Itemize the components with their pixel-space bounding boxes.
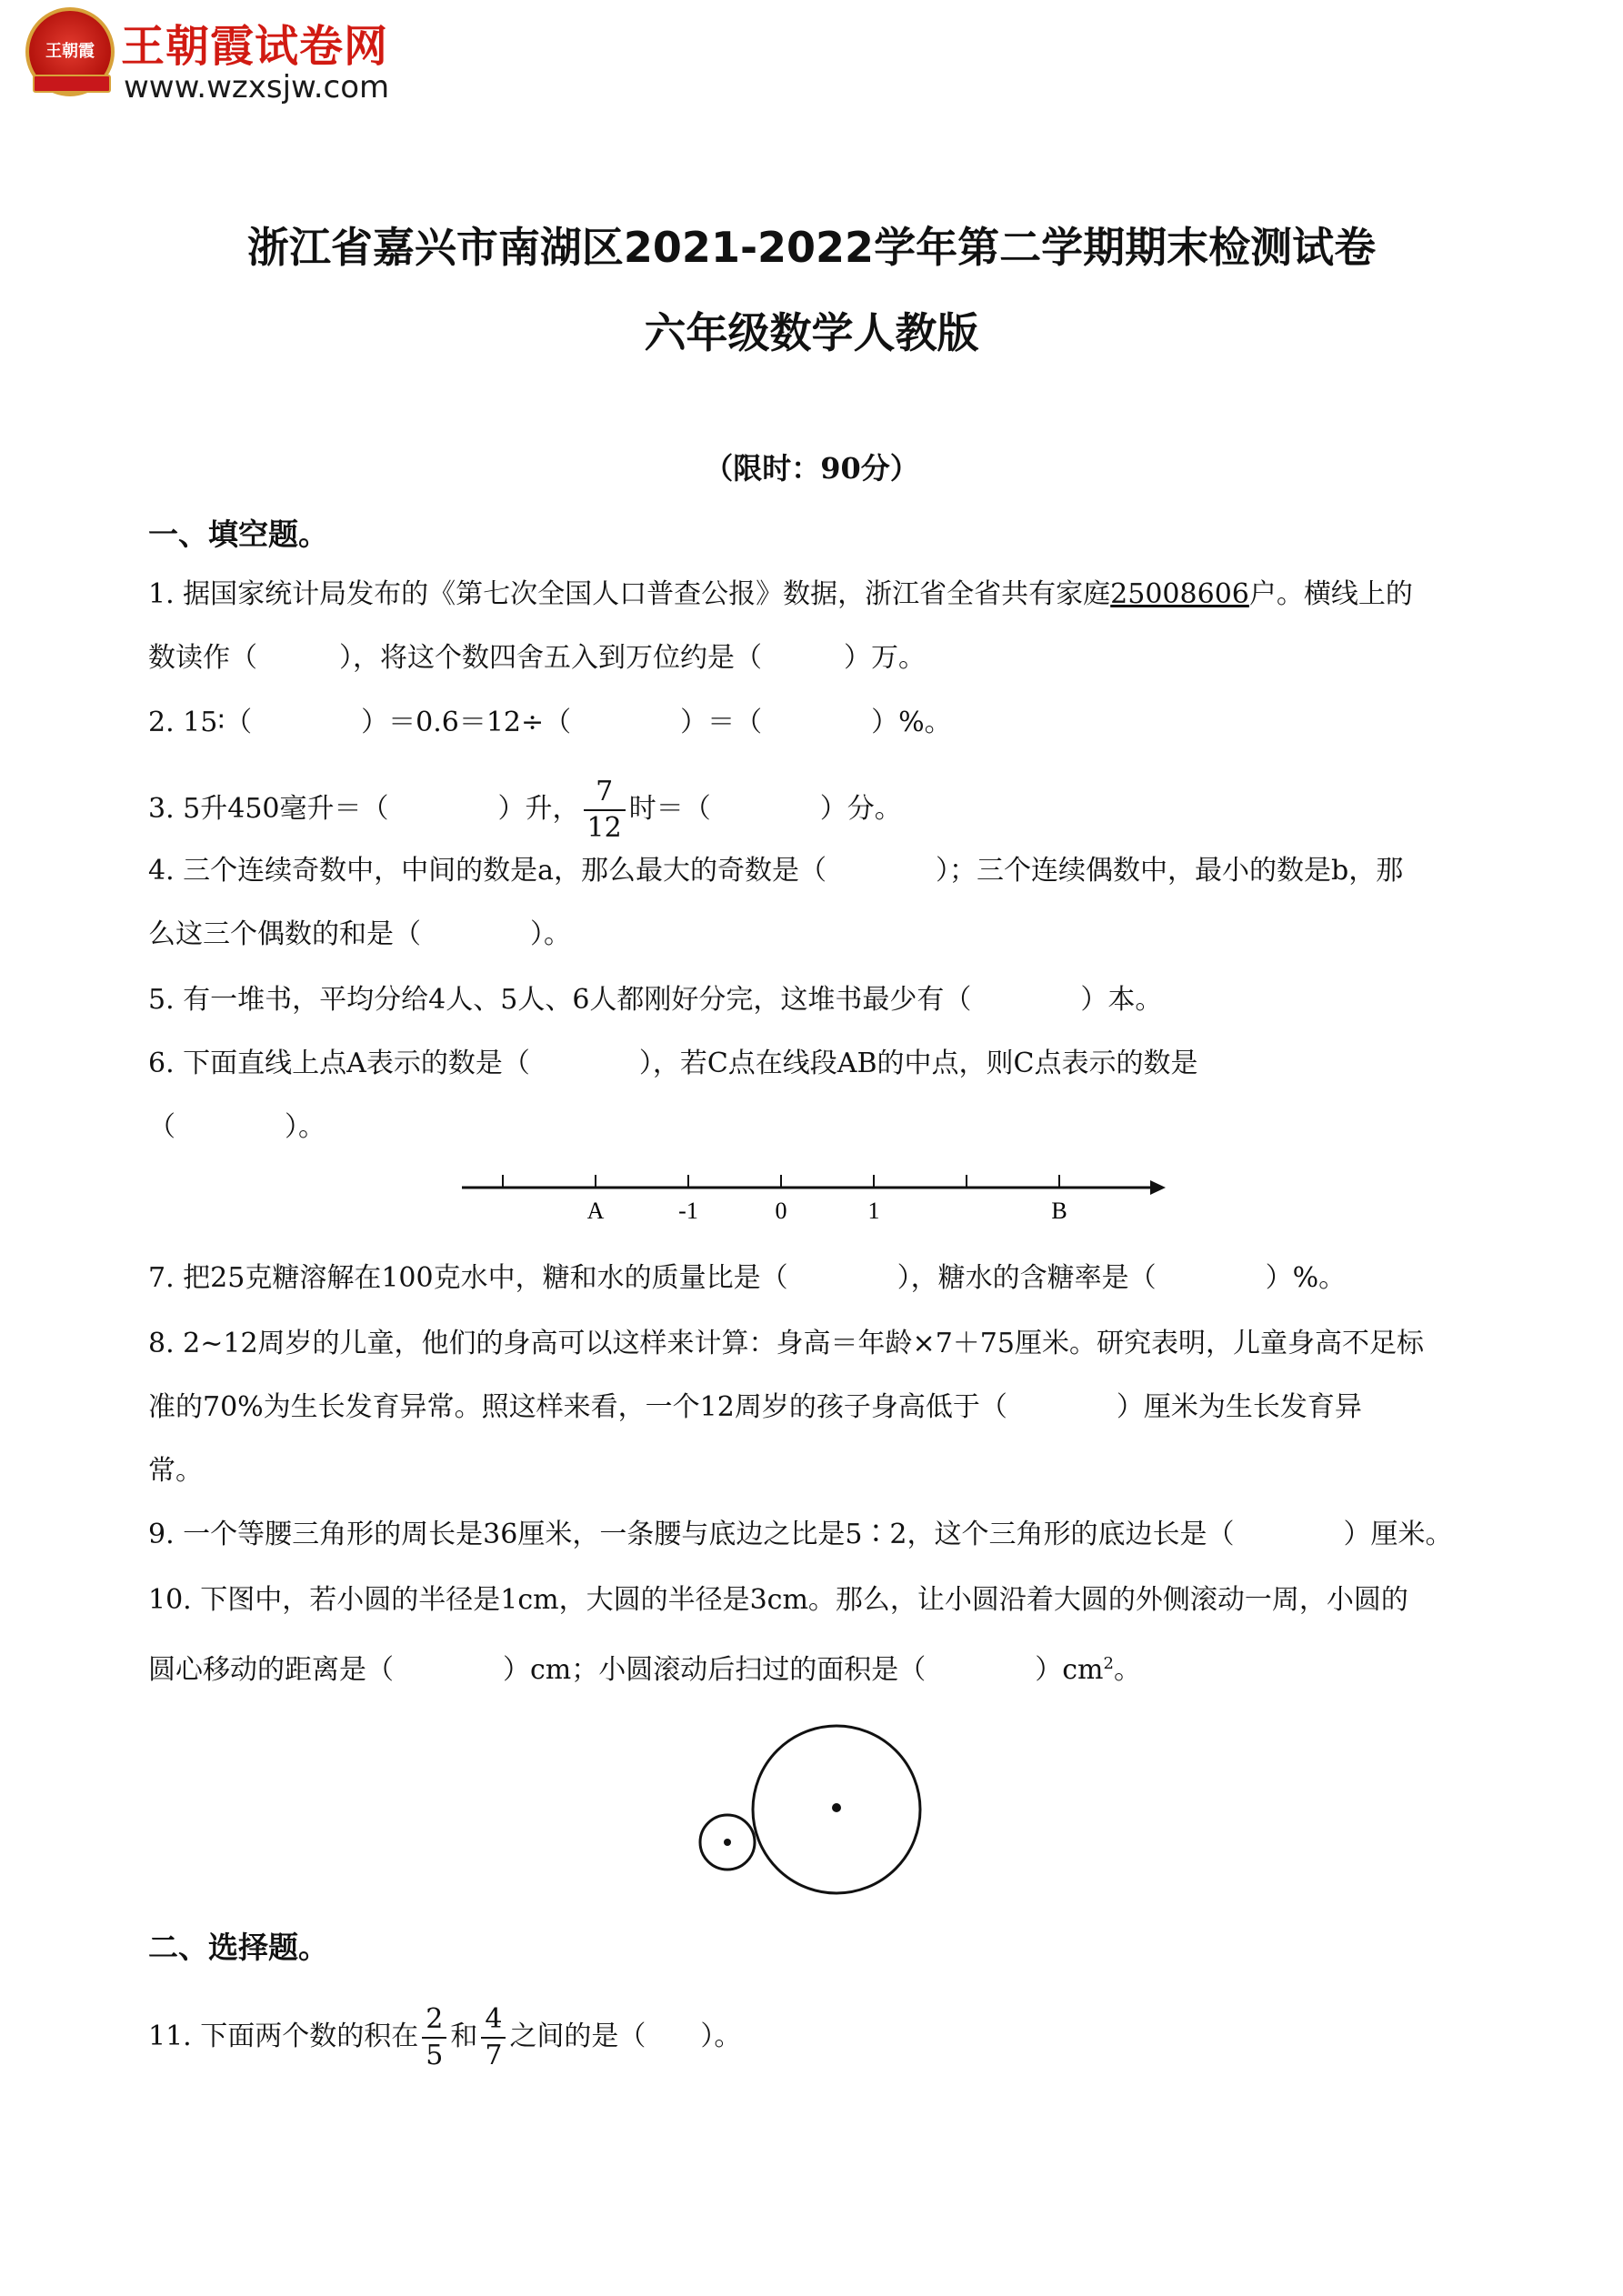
q10-superscript: 2 (1103, 1654, 1114, 1673)
large-circle-center (832, 1803, 841, 1812)
label-a: A (586, 1198, 605, 1224)
q11-text-mid: 和 (450, 2020, 478, 2052)
number-line-figure (455, 1155, 1173, 1228)
question-10-line-1: 10. 下图中，若小圆的半径是1cm，大圆的半径是3cm。那么，让小圆沿着大圆的外侧滚动一周，小圆的 (148, 1584, 1408, 1616)
q11-fraction-1-numerator: 2 (422, 2006, 446, 2039)
question-8-line-3: 常。 (148, 1455, 203, 1487)
q1-text-b: 户。横线上的 (1248, 578, 1413, 610)
q11-text-a: 11. 下面两个数的积在 (148, 2020, 419, 2052)
question-7: 7. 把25克糖溶解在100克水中，糖和水的质量比是（ ），糖水的含糖率是（ ）%。 (148, 1262, 1347, 1294)
site-name: 王朝霞试卷网 (121, 21, 389, 72)
q11-text-b: 之间的是（ ）。 (509, 2020, 742, 2052)
q3-text-a: 3. 5升450毫升＝（ ）升， (148, 793, 580, 825)
question-1-line-2: 数读作（ ），将这个数四舍五入到万位约是（ ）万。 (148, 642, 926, 674)
exam-subtitle: 六年级数学人教版 (644, 308, 979, 357)
question-10-line-2 (148, 1646, 1141, 1689)
label-b: B (1051, 1198, 1067, 1224)
q3-fraction-denominator: 12 (586, 812, 622, 844)
q11-fraction-2 (481, 2003, 506, 2071)
q11-fraction-1-denominator: 5 (426, 2040, 444, 2071)
q10-text-b: 。 (1113, 1654, 1141, 1686)
time-limit: （限时：90分） (704, 451, 919, 486)
question-4-line-2: 么这三个偶数的和是（ ）。 (148, 918, 571, 950)
question-8-line-1: 8. 2~12周岁的儿童，他们的身高可以这样来计算：身高＝年龄×7＋75厘米。研究表明，儿童身高不足标 (148, 1328, 1424, 1359)
q3-text-b: 时＝（ ）分。 (628, 793, 902, 825)
exam-title: 浙江省嘉兴市南湖区2021-2022学年第二学期期末检测试卷 (246, 223, 1377, 272)
q1-underlined-number: 25008606 (1110, 578, 1249, 610)
question-1-line-1 (148, 577, 1413, 613)
logo-ribbon (33, 75, 111, 93)
label-0: 0 (775, 1198, 787, 1224)
logo-seal-text: 王朝霞 (45, 42, 95, 61)
number-line-arrow-icon (1150, 1180, 1166, 1195)
section-fill-in-heading: 一、填空题。 (148, 516, 328, 552)
q3-fraction-numerator: 7 (584, 778, 626, 811)
circles-figure (691, 1719, 946, 1900)
question-6-line-1: 6. 下面直线上点A表示的数是（ ），若C点在线段AB的中点，则C点表示的数是 (148, 1048, 1198, 1079)
section-choice-heading: 二、选择题。 (148, 1930, 328, 1965)
question-5: 5. 有一堆书，平均分给4人、5人、6人都刚好分完，这堆书最少有（ ）本。 (148, 984, 1163, 1016)
q11-fraction-2-denominator: 7 (485, 2040, 503, 2071)
question-4-line-1: 4. 三个连续奇数中，中间的数是a，那么最大的奇数是（ ）；三个连续偶数中，最小的数是b，那 (148, 855, 1404, 887)
site-url: www.wzxsjw.com (124, 69, 390, 105)
q1-text-a: 1. 据国家统计局发布的《第七次全国人口普查公报》数据，浙江省全省共有家庭 (148, 578, 1111, 610)
question-3 (148, 778, 902, 842)
question-9: 9. 一个等腰三角形的周长是36厘米，一条腰与底边之比是5∶2，这个三角形的底边长是（ ）厘米。 (148, 1519, 1453, 1550)
question-11 (148, 2003, 742, 2071)
site-logo (25, 7, 407, 107)
logo-seal-icon (25, 7, 115, 96)
q10-text-a: 圆心移动的距离是（ ）cm；小圆滚动后扫过的面积是（ ）cm (148, 1654, 1104, 1686)
q3-fraction (584, 778, 626, 842)
question-6-line-2: （ ）。 (148, 1111, 326, 1143)
label-1: 1 (867, 1198, 880, 1224)
q11-fraction-2-numerator: 4 (481, 2006, 506, 2039)
q11-fraction-1 (422, 2003, 446, 2071)
label-minus-1: -1 (678, 1198, 698, 1224)
small-circle-center (724, 1839, 731, 1846)
question-2: 2. 15∶（ ）＝0.6＝12÷（ ）＝（ ）%。 (148, 707, 952, 738)
question-8-line-2: 准的70%为生长发育异常。照这样来看，一个12周岁的孩子身高低于（ ）厘米为生长发育异 (148, 1391, 1362, 1423)
